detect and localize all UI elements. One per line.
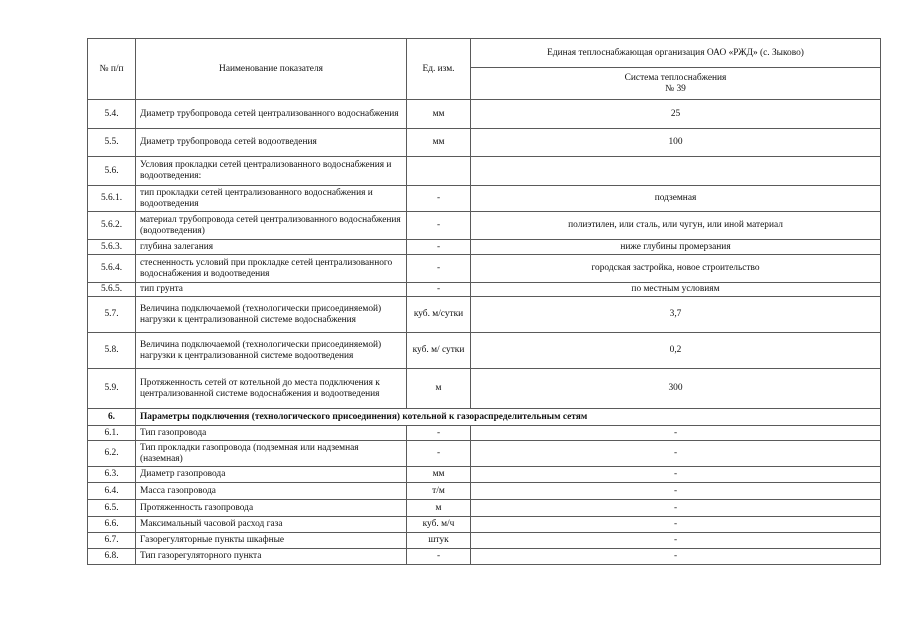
row-num: 5.8. bbox=[88, 333, 136, 369]
row-name: тип грунта bbox=[136, 283, 407, 297]
header-unit: Ед. изм. bbox=[407, 39, 471, 100]
table-row bbox=[88, 426, 881, 441]
row-num: 6.1. bbox=[88, 426, 136, 441]
row-num: 5.6.5. bbox=[88, 283, 136, 297]
row-name: Диаметр трубопровода сетей централизованного водоснабжения bbox=[136, 100, 407, 129]
section-row bbox=[88, 409, 881, 426]
row-value: - bbox=[471, 483, 881, 500]
row-value: городская застройка, новое строительство bbox=[471, 255, 881, 283]
row-num: 5.9. bbox=[88, 369, 136, 409]
table-row bbox=[88, 517, 881, 533]
table-row bbox=[88, 549, 881, 565]
row-num: 6.8. bbox=[88, 549, 136, 565]
row-num: 5.5. bbox=[88, 129, 136, 157]
row-num: 6.3. bbox=[88, 467, 136, 483]
row-num: 5.7. bbox=[88, 297, 136, 333]
section-num: 6. bbox=[88, 409, 136, 426]
row-unit: - bbox=[407, 212, 471, 240]
row-value: - bbox=[471, 549, 881, 565]
table-row bbox=[88, 467, 881, 483]
row-value: - bbox=[471, 500, 881, 517]
row-num: 5.6.2. bbox=[88, 212, 136, 240]
row-num: 5.6. bbox=[88, 157, 136, 186]
row-num: 6.2. bbox=[88, 441, 136, 467]
row-name: Условия прокладки сетей централизованного водоснабжения и водоотведения: bbox=[136, 157, 407, 186]
row-num: 6.4. bbox=[88, 483, 136, 500]
row-unit: т/м bbox=[407, 483, 471, 500]
parameters-table bbox=[87, 38, 881, 565]
row-unit: куб. м/сутки bbox=[407, 297, 471, 333]
table-row bbox=[88, 500, 881, 517]
row-unit: штук bbox=[407, 533, 471, 549]
row-name: материал трубопровода сетей централизованного водоснабжения (водоотведения) bbox=[136, 212, 407, 240]
row-unit: - bbox=[407, 255, 471, 283]
row-num: 5.6.1. bbox=[88, 186, 136, 212]
row-unit: мм bbox=[407, 467, 471, 483]
row-num: 5.6.4. bbox=[88, 255, 136, 283]
row-name: стесненность условий при прокладке сетей централизованного водоснабжения и водоотведения bbox=[136, 255, 407, 283]
row-unit: - bbox=[407, 186, 471, 212]
table-row bbox=[88, 333, 881, 369]
header-name: Наименование показателя bbox=[136, 39, 407, 100]
row-unit: мм bbox=[407, 100, 471, 129]
row-value: 25 bbox=[471, 100, 881, 129]
row-name: Тип газорегуляторного пункта bbox=[136, 549, 407, 565]
row-name: Тип прокладки газопровода (подземная или надземная (наземная) bbox=[136, 441, 407, 467]
row-num: 6.7. bbox=[88, 533, 136, 549]
row-unit: куб. м/ сутки bbox=[407, 333, 471, 369]
table-row bbox=[88, 100, 881, 129]
row-num: 6.6. bbox=[88, 517, 136, 533]
table-row bbox=[88, 157, 881, 186]
row-value bbox=[471, 157, 881, 186]
table-row bbox=[88, 129, 881, 157]
row-unit: м bbox=[407, 369, 471, 409]
header-org: Единая теплоснабжающая организация ОАО «РЖД» (с. Зыково) bbox=[471, 39, 881, 68]
row-name: Тип газопровода bbox=[136, 426, 407, 441]
row-value: - bbox=[471, 441, 881, 467]
row-name: Газорегуляторные пункты шкафные bbox=[136, 533, 407, 549]
row-unit: - bbox=[407, 441, 471, 467]
table-header-row bbox=[88, 39, 881, 68]
table-row bbox=[88, 483, 881, 500]
row-value: полиэтилен, или сталь, или чугун, или иной материал bbox=[471, 212, 881, 240]
table-row bbox=[88, 212, 881, 240]
row-value: - bbox=[471, 426, 881, 441]
row-unit bbox=[407, 157, 471, 186]
row-unit: м bbox=[407, 500, 471, 517]
row-name: Величина подключаемой (технологически присоединяемой) нагрузки к централизованной системе водоотведения bbox=[136, 333, 407, 369]
row-value: - bbox=[471, 533, 881, 549]
row-unit: - bbox=[407, 426, 471, 441]
table-row bbox=[88, 186, 881, 212]
header-system bbox=[471, 68, 881, 100]
row-unit: - bbox=[407, 283, 471, 297]
header-system-line2: № 39 bbox=[665, 83, 686, 94]
row-num: 5.4. bbox=[88, 100, 136, 129]
row-name: глубина залегания bbox=[136, 240, 407, 255]
row-value: 100 bbox=[471, 129, 881, 157]
row-unit: - bbox=[407, 240, 471, 255]
row-name: Величина подключаемой (технологически присоединяемой) нагрузки к централизованной системе водоснабжения bbox=[136, 297, 407, 333]
row-name: тип прокладки сетей централизованного водоснабжения и водоотведения bbox=[136, 186, 407, 212]
row-value: 3,7 bbox=[471, 297, 881, 333]
row-value: ниже глубины промерзания bbox=[471, 240, 881, 255]
row-num: 5.6.3. bbox=[88, 240, 136, 255]
header-system-line1: Система теплоснабжения bbox=[624, 72, 727, 83]
row-unit: - bbox=[407, 549, 471, 565]
row-name: Диаметр трубопровода сетей водоотведения bbox=[136, 129, 407, 157]
table-row bbox=[88, 240, 881, 255]
row-value: 0,2 bbox=[471, 333, 881, 369]
row-value: подземная bbox=[471, 186, 881, 212]
table-row bbox=[88, 255, 881, 283]
row-unit: куб. м/ч bbox=[407, 517, 471, 533]
row-name: Максимальный часовой расход газа bbox=[136, 517, 407, 533]
row-name: Масса газопровода bbox=[136, 483, 407, 500]
row-name: Протяженность сетей от котельной до места подключения к централизованной системе водоснабжения и водоотведения bbox=[136, 369, 407, 409]
header-num: № п/п bbox=[88, 39, 136, 100]
row-value: 300 bbox=[471, 369, 881, 409]
row-value: по местным условиям bbox=[471, 283, 881, 297]
table-row bbox=[88, 369, 881, 409]
row-value: - bbox=[471, 517, 881, 533]
table-row bbox=[88, 283, 881, 297]
table-row bbox=[88, 441, 881, 467]
row-num: 6.5. bbox=[88, 500, 136, 517]
row-value: - bbox=[471, 467, 881, 483]
table-row bbox=[88, 533, 881, 549]
row-unit: мм bbox=[407, 129, 471, 157]
table-row bbox=[88, 297, 881, 333]
section-title: Параметры подключения (технологического присоединения) котельной к газораспределительным сетям bbox=[136, 409, 881, 426]
row-name: Протяженность газопровода bbox=[136, 500, 407, 517]
row-name: Диаметр газопровода bbox=[136, 467, 407, 483]
